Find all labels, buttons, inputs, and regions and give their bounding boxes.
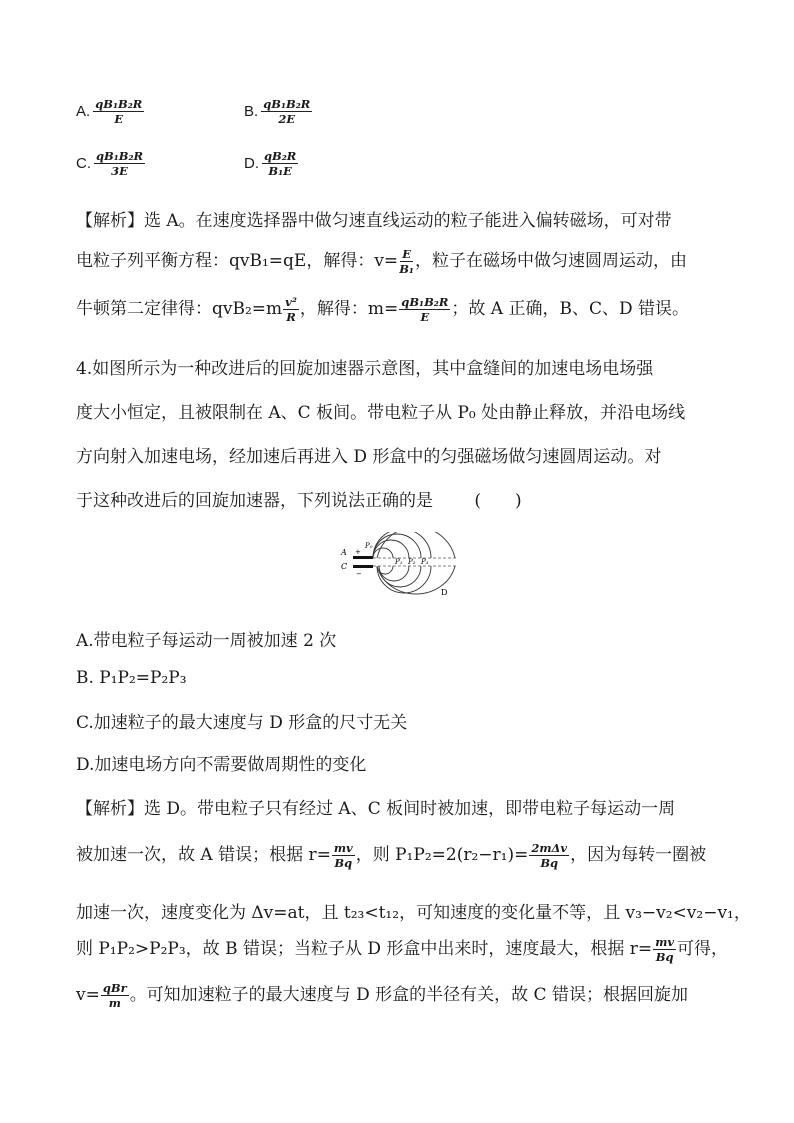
- fraction: [529, 842, 569, 869]
- option-q4-b: B. P₁P₂=P₂P₃: [76, 668, 187, 688]
- text-segment: 被加速一次，故 A 错误；根据 r=: [76, 845, 331, 865]
- analysis4-line4: [76, 934, 728, 963]
- option-q3-d: [244, 150, 299, 177]
- plate-c: [353, 565, 373, 568]
- option-q4-c: C.加速粒子的最大速度与 D 形盒的尺寸无关: [76, 713, 408, 733]
- fraction: [261, 98, 312, 125]
- fraction: [262, 150, 298, 177]
- label-p0: P₀: [365, 542, 373, 550]
- analysis3-line3: [76, 294, 689, 323]
- text-segment: ，粒子在磁场中做匀速圆周运动，由: [414, 251, 687, 271]
- option-q4-d: D.加速电场方向不需要做周期性的变化: [76, 755, 367, 775]
- text-segment: ；故 A 正确，B、C、D 错误。: [451, 299, 690, 319]
- analysis3-line2: [76, 246, 687, 275]
- fraction: [399, 248, 414, 275]
- numerator: qB₂R: [264, 149, 297, 163]
- option-q3-c: [76, 150, 146, 177]
- analysis3-line1: 【解析】选 A。在速度选择器中做匀速直线运动的粒子能进入偏转磁场，可对带: [76, 211, 672, 231]
- numerator: qB₁B₂R: [401, 294, 449, 309]
- label-d: D: [441, 588, 448, 597]
- option-q3-a: [76, 98, 145, 125]
- text-segment: ，因为每转一圈被: [570, 845, 707, 865]
- fraction: [93, 98, 144, 125]
- text-segment: 可得，: [677, 939, 729, 959]
- denominator: E: [114, 112, 124, 127]
- orbit-upper-4: [373, 532, 431, 558]
- option-q3-b: [244, 98, 313, 125]
- orbit-upper-3: [373, 534, 421, 558]
- numerator: qB₁B₂R: [96, 149, 144, 163]
- option-q4-a: A.带电粒子每运动一周被加速 2 次: [76, 631, 337, 651]
- denominator: R: [286, 310, 296, 324]
- option-label: C.: [76, 155, 91, 173]
- denominator: 2E: [278, 112, 296, 127]
- analysis4-line2: [76, 840, 706, 869]
- text-segment: 。可知加速粒子的最大速度与 D 形盒的半径有关，故 C 错误；根据回旋加: [129, 985, 688, 1005]
- answer-bracket: ( ): [474, 491, 522, 511]
- text-segment: 电粒子列平衡方程：qvB₁=qE，解得：v=: [76, 251, 399, 271]
- plate-a: [353, 556, 373, 559]
- text-segment: ，解得：m=: [299, 299, 399, 319]
- q4-line2: 度大小恒定，且被限制在 A、C 板间。带电粒子从 P₀ 处由静止释放，并沿电场线: [76, 403, 686, 423]
- analysis4-line3: 加速一次，速度变化为 Δv=at，且 t₂₃<t₁₂，可知速度的变化量不等，且 v₃−v₂<v₂−v₁，: [76, 903, 751, 923]
- d-box-upper: [377, 532, 455, 558]
- option-label: D.: [244, 155, 259, 173]
- orbit-lower-4: [377, 566, 431, 593]
- label-c: C: [341, 562, 348, 571]
- denominator: B₁E: [268, 164, 292, 179]
- fraction: [653, 936, 676, 963]
- option-label: B.: [244, 103, 259, 121]
- numerator: 2mΔv: [531, 840, 568, 855]
- denominator: E: [420, 310, 430, 324]
- fraction: [101, 982, 129, 1009]
- label-plus: +: [355, 548, 361, 556]
- option-label: A.: [76, 103, 91, 121]
- orbit-upper-1: [373, 548, 393, 558]
- label-p2: P₂: [408, 558, 416, 566]
- numerator: qB₁B₂R: [95, 97, 143, 111]
- label-p3: P₃: [421, 558, 429, 566]
- fraction: [332, 842, 355, 869]
- label-minus: −: [356, 570, 362, 578]
- fraction: [283, 296, 299, 323]
- q4-stem-end: 于这种改进后的回旋加速器，下列说法正确的是: [76, 491, 433, 511]
- text-segment: 则 P₁P₂>P₂P₃，故 B 错误；当粒子从 D 形盒中出来时，速度最大，根据 r=: [76, 939, 653, 959]
- text-segment: ，则 P₁P₂=2(r₂−r₁)=: [355, 845, 529, 865]
- q4-line3: 方向射入加速电场，经加速后再进入 D 形盒中的匀强磁场做匀速圆周运动。对: [76, 447, 662, 467]
- denominator: Bq: [540, 856, 559, 870]
- numerator: E: [402, 246, 411, 261]
- numerator: mv: [333, 840, 353, 855]
- denominator: 3E: [111, 164, 128, 179]
- text-segment: v=: [76, 985, 100, 1005]
- analysis4-line1: 【解析】选 D。带电粒子只有经过 A、C 板间时被加速，即带电粒子每运动一周: [76, 799, 676, 819]
- denominator: m: [108, 996, 121, 1010]
- numerator: mv: [655, 934, 675, 949]
- numerator: qB₁B₂R: [263, 97, 311, 111]
- label-a: A: [341, 548, 347, 557]
- analysis4-line5: [76, 980, 688, 1009]
- text-segment: 牛顿第二定律得：qvB₂=m: [76, 299, 283, 319]
- q4-line1: 4.如图所示为一种改进后的回旋加速器示意图，其中盒缝间的加速电场电场强: [76, 359, 654, 379]
- denominator: Bq: [334, 856, 353, 870]
- denominator: Bq: [655, 950, 674, 964]
- orbit-lower-3: [379, 566, 421, 587]
- numerator: v²: [285, 294, 297, 309]
- label-p1: P₁: [395, 558, 403, 566]
- numerator: qBr: [102, 980, 127, 995]
- cyclotron-figure: [335, 532, 465, 604]
- fraction: [399, 296, 450, 323]
- denominator: B₁: [399, 262, 414, 276]
- fraction: [94, 150, 145, 177]
- q4-line4: [76, 486, 522, 511]
